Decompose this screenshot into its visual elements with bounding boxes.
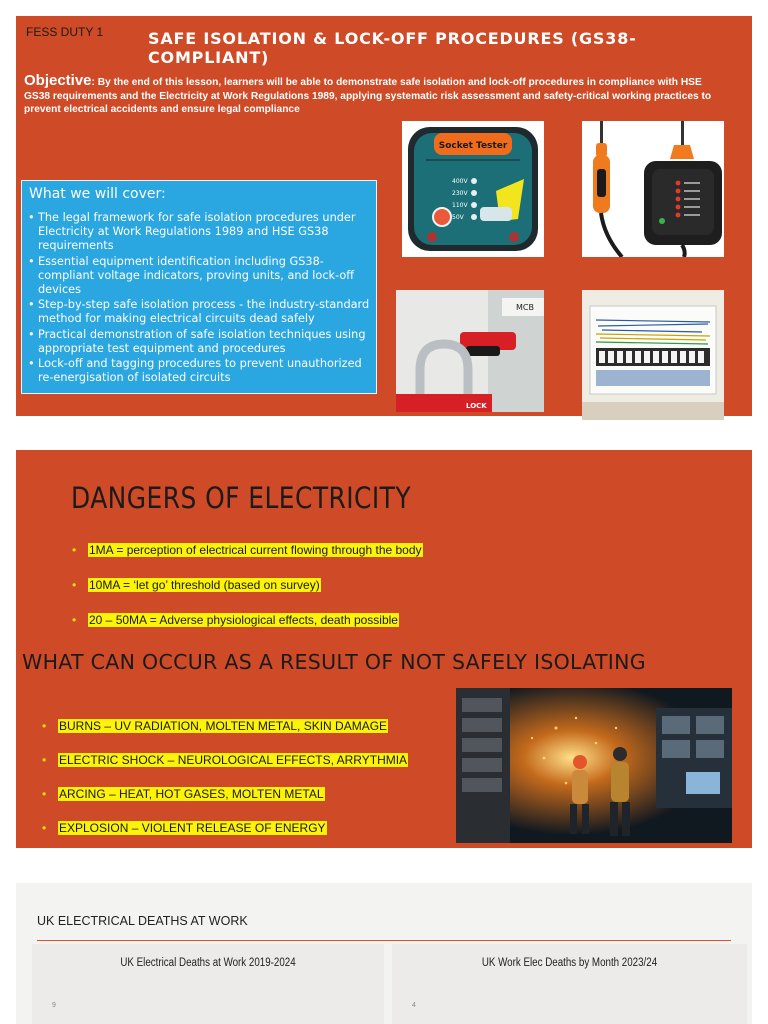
list-item: [42, 821, 408, 835]
cover-item: • Practical demonstration of safe isolation techniques using appropriate test equipment and procedures: [28, 328, 370, 356]
slide-subtitle: WHAT CAN OCCUR AS A RESULT OF NOT SAFELY ISOLATING: [22, 650, 646, 674]
chart-panel-annual: [32, 944, 384, 1024]
tester-brand-text: Socket Tester: [438, 141, 508, 151]
cover-item: • Step-by-step safe isolation process - the industry-standard method for making electrical circuits dead safely: [28, 298, 370, 326]
consequences-list: [42, 719, 408, 855]
list-item: [72, 613, 423, 627]
consumer-unit-illustration: [582, 290, 724, 420]
course-tag: FESS DUTY 1: [26, 25, 104, 39]
list-item: [42, 719, 408, 733]
socket-tester-image: [402, 121, 544, 257]
highlighted-text: ELECTRIC SHOCK – NEUROLOGICAL EFFECTS, ARRYTHMIA: [59, 753, 408, 767]
highlighted-text: 20 – 50MA = Adverse physiological effects, death possible: [89, 613, 398, 627]
current-thresholds-list: [72, 543, 423, 648]
objective-label: Objective: [24, 72, 92, 89]
highlighted-text: ARCING – HEAT, HOT GASES, MOLTEN METAL: [59, 787, 324, 801]
cover-item: • The legal framework for safe isolation procedures under Electricity at Work Regulations 1989 and HSE GS38 requirements: [28, 211, 370, 253]
list-item: [42, 753, 408, 767]
tester-level-label: 230V: [452, 190, 468, 197]
chart-panel-monthly: [392, 944, 747, 1024]
cover-box: [21, 180, 377, 394]
lock-brand-text: LOCK: [466, 402, 487, 410]
highlighted-text: 1MA = perception of electrical current flowing through the body: [89, 543, 422, 557]
list-item: [42, 787, 408, 801]
tester-level-label: 110V: [452, 202, 468, 209]
electrical-accident-illustration: [456, 688, 732, 843]
title-divider: [37, 940, 731, 941]
list-item: [72, 543, 423, 557]
highlighted-text: BURNS – UV RADIATION, MOLTEN METAL, SKIN DAMAGE: [59, 719, 388, 733]
slide-title: UK ELECTRICAL DEATHS AT WORK: [37, 914, 248, 928]
tester-level-label: 400V: [452, 178, 468, 185]
electrical-accident-image: [456, 688, 732, 843]
cover-item: • Essential equipment identification including GS38-compliant voltage indicators, proving units, and lock-off devices: [28, 255, 370, 297]
tester-level-label: 50V: [452, 214, 464, 221]
objective-text: : By the end of this lesson, learners will be able to demonstrate safe isolation and lock-off procedures in compliance with HSE GS38 requirements and the Electricity at Work Regulations 1989, applying systematic risk assessment and safety-critical working practices to prevent electrical accidents and ensure legal compliance: [24, 77, 712, 115]
highlighted-text: EXPLOSION – VIOLENT RELEASE OF ENERGY: [59, 821, 326, 835]
slide-title: SAFE ISOLATION & LOCK-OFF PROCEDURES (GS38-COMPLIANT): [148, 29, 637, 67]
cover-item: • Lock-off and tagging procedures to prevent unauthorized re-energisation of isolated circuits: [28, 357, 370, 385]
cover-title: What we will cover:: [29, 186, 166, 202]
slide-uk-deaths: [16, 883, 752, 1024]
slide-dangers: [16, 450, 752, 848]
slide-safe-isolation: [16, 16, 752, 416]
chart-title: UK Work Elec Deaths by Month 2023/24: [481, 957, 658, 969]
mcb-lockoff-image: [396, 290, 544, 412]
list-item: [72, 578, 423, 592]
highlighted-text: 10MA = ‘let go’ threshold (based on survey): [89, 578, 320, 592]
y-axis-tick: 4: [412, 1002, 416, 1009]
slide-title: DANGERS OF ELECTRICITY: [71, 481, 412, 515]
y-axis-tick: 9: [52, 1002, 56, 1009]
objective-paragraph: [24, 74, 714, 117]
cover-list: [28, 211, 370, 387]
socket-tester-illustration: [402, 121, 544, 257]
mcb-lockoff-illustration: [396, 290, 544, 412]
consumer-unit-image: [582, 290, 724, 420]
chart-title: UK Electrical Deaths at Work 2019-2024: [120, 957, 296, 969]
voltage-indicator-image: [582, 121, 724, 257]
mcb-label: MCB: [516, 303, 534, 312]
voltage-indicator-illustration: [582, 121, 724, 257]
